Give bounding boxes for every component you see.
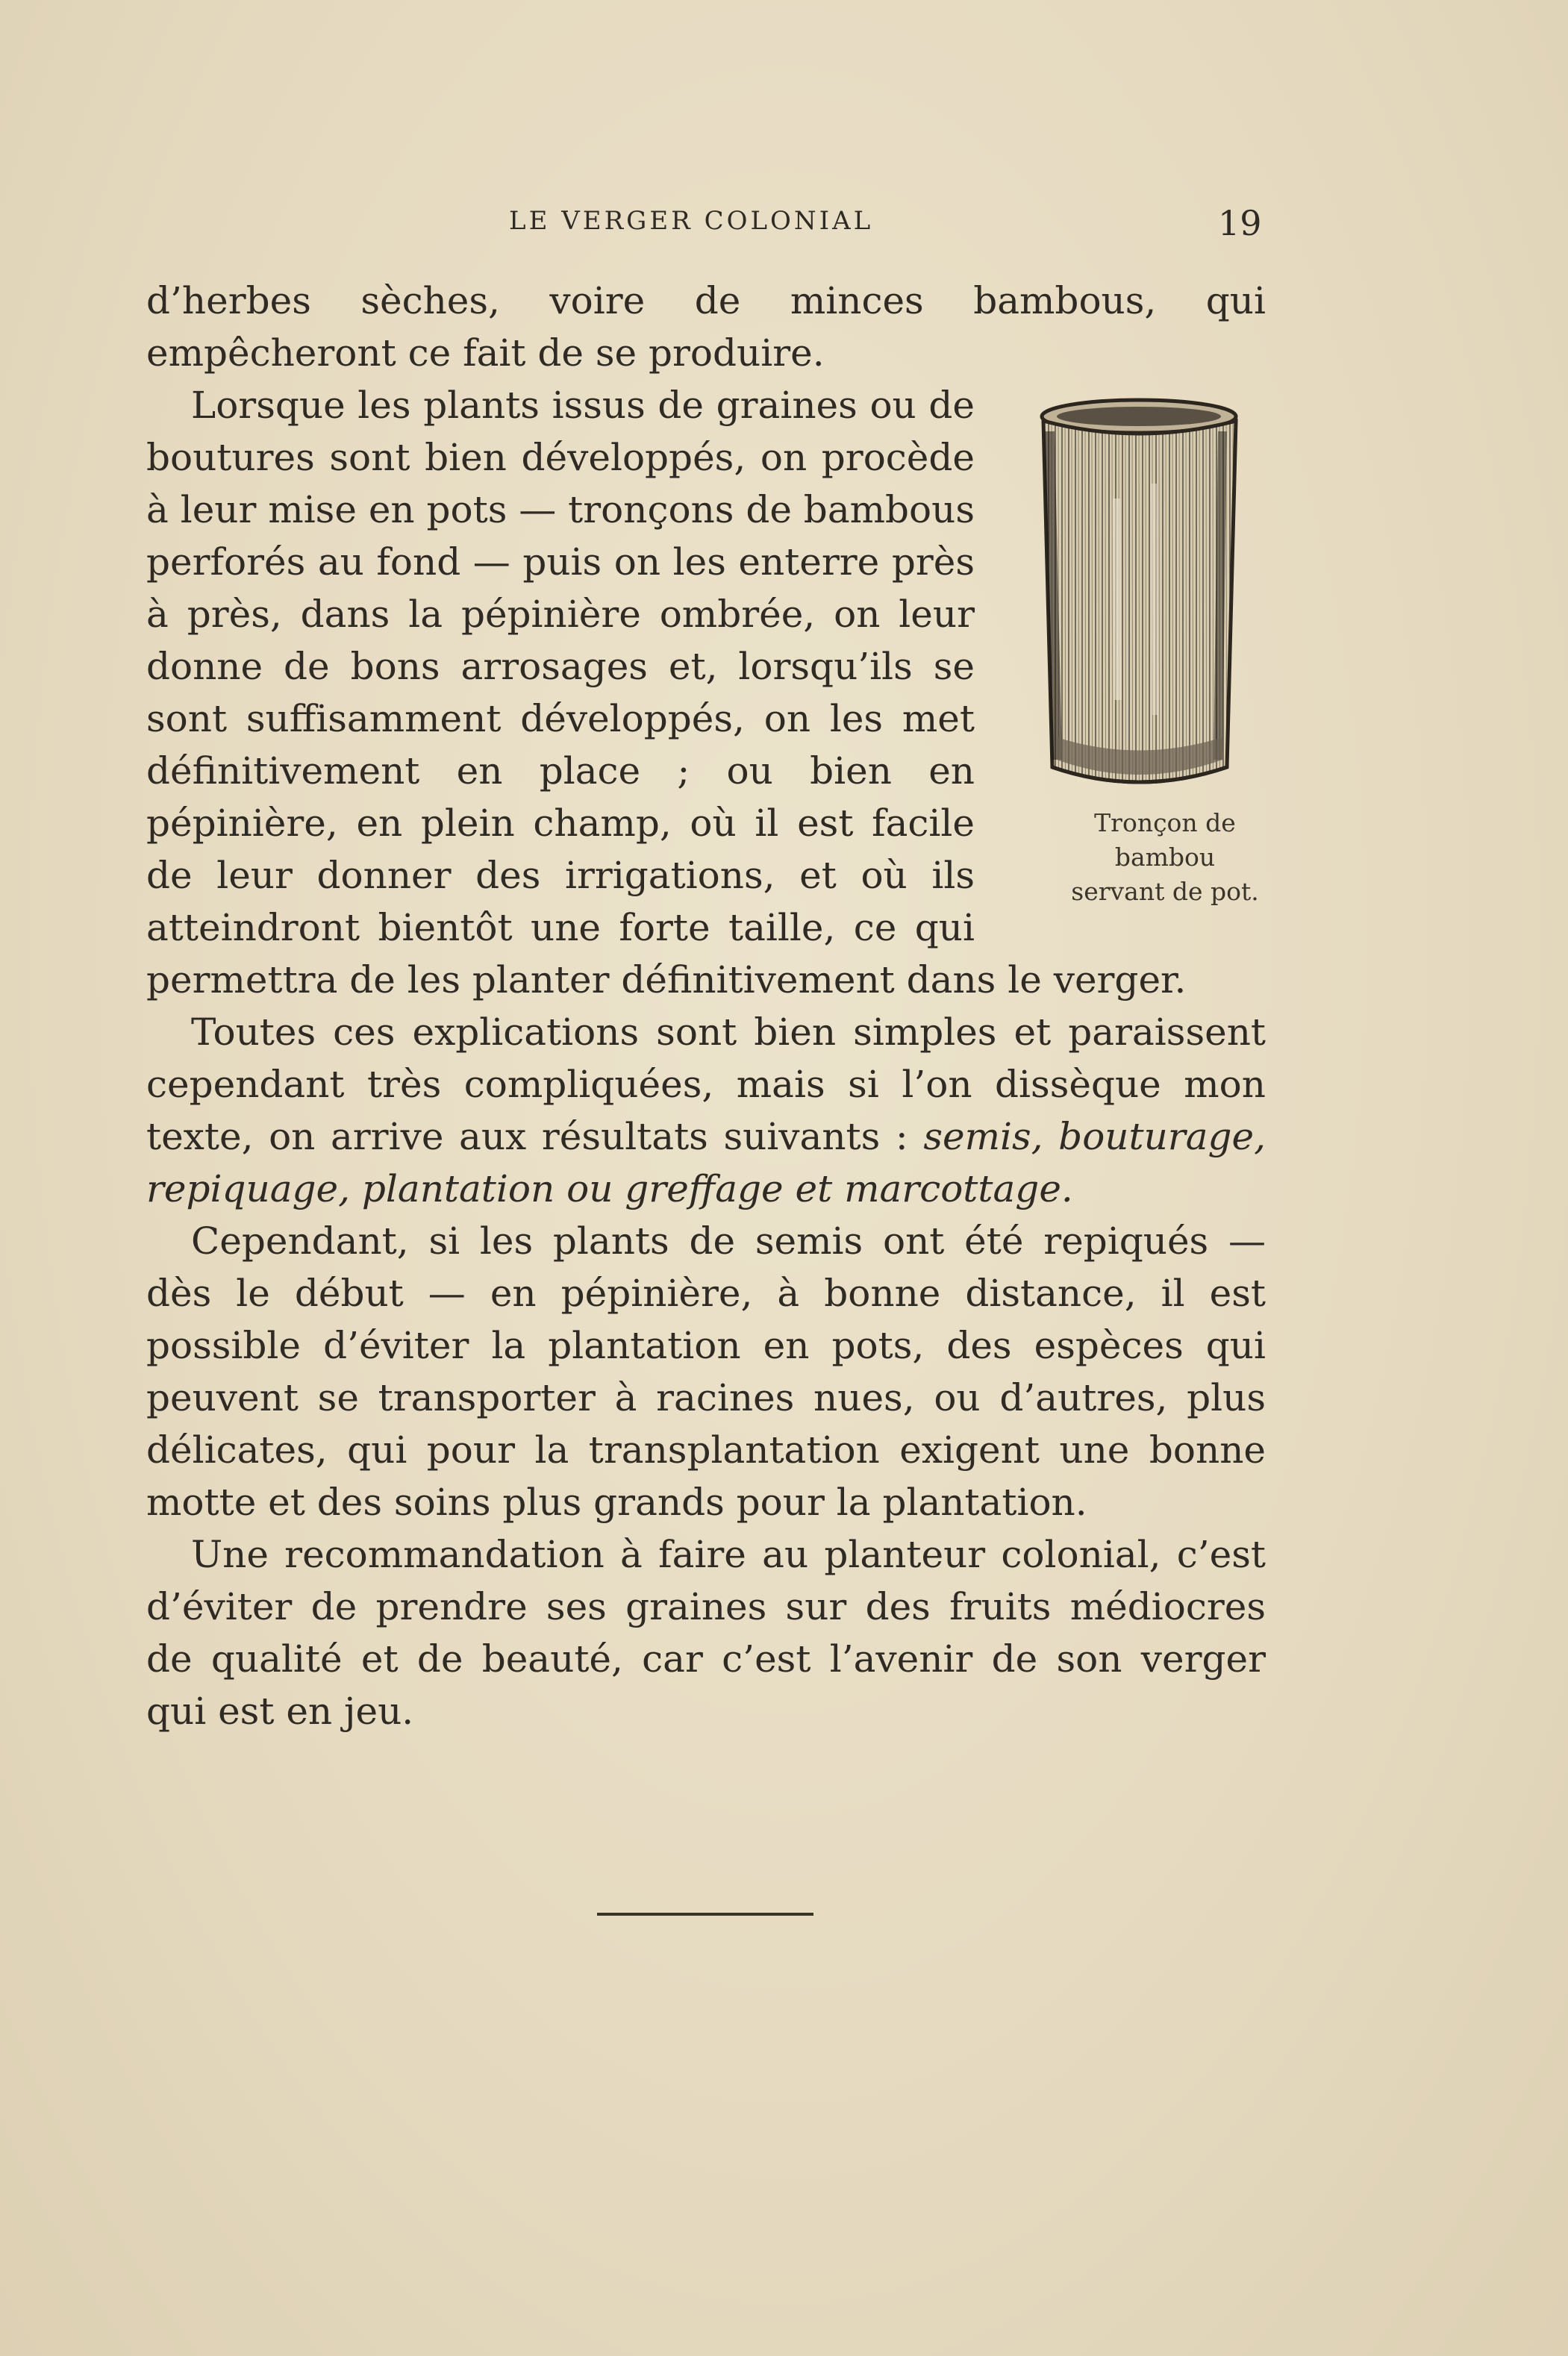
caption-line-3: servant de pot.: [1071, 877, 1259, 906]
paragraph-4: Cependant, si les plants de semis ont été repiqués — dès le début — en pépinière, à bonne distance, il est possible d’éviter la plantation en pots, des espèces qui peuvent se transporter à racines nues, ou d’autres, plus délicates, qui pour la transplantation exigent une bonne motte et des soins plus grands pour la plantation.: [146, 1219, 1266, 1524]
paragraph-3-intro: Toutes ces explications sont bien simples et paraissent cependant très compliquées, mais si l’on dissèque mon texte, on arrive aux résultats suivants :: [146, 1010, 1266, 1158]
paragraph-5: Une recommandation à faire au planteur colonial, c’est d’éviter de prendre ses graines sur des fruits médiocres de qualité et de beauté, car c’est l’avenir de son verger qui est en jeu.: [146, 1533, 1266, 1733]
end-rule-divider: [597, 1913, 813, 1916]
figure-caption: [1019, 806, 1266, 909]
figure-bamboo-pot: [1019, 379, 1266, 936]
running-head: [0, 203, 1568, 243]
page-number: 19: [1218, 203, 1262, 243]
paragraph-2-text: Lorsque les plants issus de graines ou de boutures sont bien développés, on procède à leur mise en pots — tronçons de bambous perforés au fond — puis on les enterre près à près, dans la pépinière ombrée, on leur donne de bons arrosages et, lorsqu’ils se sont suffisamment développés, on les met définitivement en place ; ou bien en pépinière, en plein champ, où il est facile de leur donner des irrigations, et où ils atteindront bientôt une forte taille, ce qui permettra de les planter définitivement dans le verger.: [146, 384, 1187, 1002]
running-head-title: LE VERGER COLONIAL: [509, 206, 874, 236]
body-text: [146, 275, 1266, 1737]
paragraph-1: d’herbes sèches, voire de minces bambous, qui empêcheront ce fait de se produire.: [146, 279, 1266, 375]
paragraph-2: [146, 379, 1266, 1006]
caption-line-1: Tronçon de: [1094, 808, 1236, 837]
paragraph-3: [146, 1006, 1266, 1215]
paragraph-3-italic-list: semis, bouturage, repiquage, plantation ou greffage et marcottage.: [146, 1115, 1266, 1210]
bamboo-segment-illustration: [1027, 387, 1258, 804]
caption-line-2: bambou: [1114, 843, 1216, 872]
